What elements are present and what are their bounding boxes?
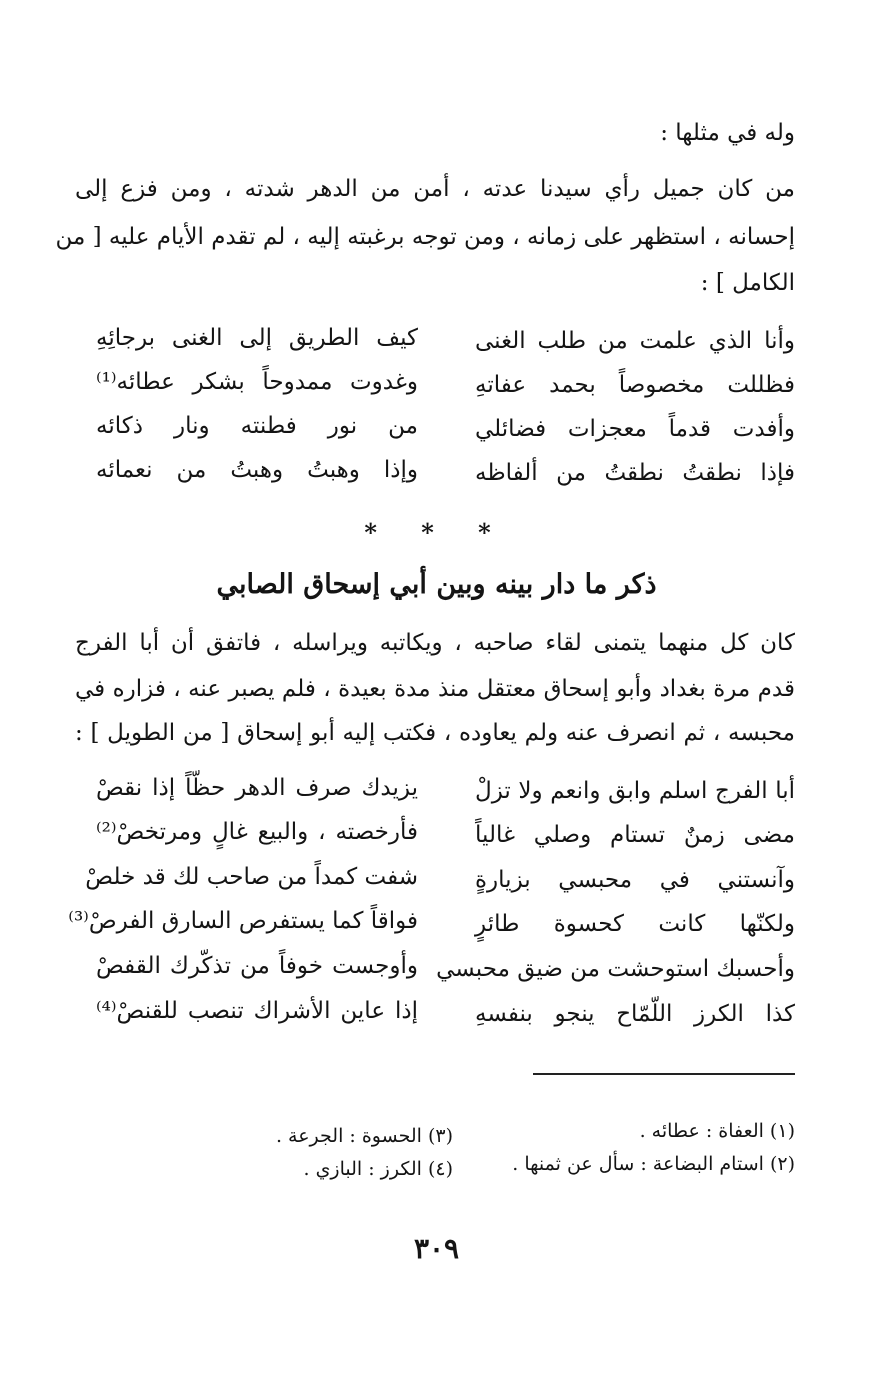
poem1-hemistich-right: وأفدت قدماً معجزات فضائلي	[475, 416, 795, 442]
poem1-hemistich-left: وإذا وهبتُ وهبتُ من نعمائه	[96, 457, 418, 483]
poem1-hemistich-left: من نور فطنته ونار ذكائه	[96, 413, 418, 439]
poem1-hemistich-left: كيف الطريق إلى الغنى برجائِهِ	[96, 325, 418, 351]
prose2-line-1: كان كل منهما يتمنى لقاء صاحبه ، ويكاتبه ويراسله ، فاتفق أن أبا الفرج	[75, 630, 795, 656]
poem2-hemistich-right: ولكنّها كانت كحسوة طائرٍ	[475, 911, 795, 937]
poem2-hemistich-right: كذا الكرز اللّمّاح ينجو بنفسهِ	[475, 1001, 795, 1027]
footnote-4: (٤) الكرز : البازي .	[303, 1158, 453, 1180]
page-number: ٣٠٩	[413, 1232, 460, 1265]
poem2-hemistich-right: أبا الفرج اسلم وابق وانعم ولا تزلْ	[475, 778, 795, 804]
prose2-line-3: محبسه ، ثم انصرف عنه ولم يعاوده ، فكتب إليه أبو إسحاق [ من الطويل ] :	[75, 720, 795, 746]
section-heading: ذكر ما دار بينه وبين أبي إسحاق الصابي	[216, 569, 657, 600]
poem2-hemistich-right: وأحسبك استوحشت من ضيق محبسي	[436, 956, 795, 982]
poem2-hemistich-right: وآنستني في محبسي بزيارةٍ	[475, 867, 795, 893]
prose1-line-1: من كان جميل رأي سيدنا عدته ، أمن من الدهر شدته ، ومن فزع إلى	[75, 176, 795, 202]
prose1-line-2: إحسانه ، استظهر على زمانه ، ومن توجه برغبته إليه ، لم تقدم الأيام عليه [ من	[55, 224, 795, 250]
poem2-hemistich-left: يزيدك صرف الدهر حظّاً إذا نقصْ	[96, 775, 418, 801]
section-separator: * * *	[364, 518, 509, 547]
poem1-hemistich-right: وأنا الذي علمت من طلب الغنى	[475, 328, 795, 354]
intro-line: وله في مثلها :	[660, 120, 795, 146]
prose1-line-3: الكامل ] :	[700, 270, 795, 296]
poem2-hemistich-right: مضى زمنٌ تستام وصلي غالياً	[475, 822, 795, 848]
footnote-2: (٢) استام البضاعة : سأل عن ثمنها .	[512, 1153, 795, 1175]
poem2-hemistich-left: وأوجست خوفاً من تذكّرك القفصْ	[96, 953, 418, 979]
footnote-1: (١) العفاة : عطائه .	[639, 1120, 795, 1142]
poem1-hemistich-right: فإذا نطقتُ نطقتُ من ألفاظه	[475, 460, 795, 486]
poem2-hemistich-left: إذا عاين الأشراك تنصب للقنصْ⁽⁴⁾	[96, 998, 418, 1024]
poem2-hemistich-left: فواقاً كما يستفرص السارق الفرصْ⁽³⁾	[68, 908, 418, 934]
footnote-3: (٣) الحسوة : الجرعة .	[275, 1125, 453, 1147]
poem2-hemistich-left: فأرخصته ، والبيع غالٍ ومرتخصْ⁽²⁾	[96, 819, 418, 845]
prose2-line-2: قدم مرة بغداد وأبو إسحاق معتقل منذ مدة بعيدة ، فلم يصبر عنه ، فزاره في	[75, 676, 795, 702]
poem2-hemistich-left: شفت كمداً من صاحب لك قد خلصْ	[85, 864, 418, 890]
poem1-hemistich-left: وغدوت ممدوحاً بشكر عطائه⁽¹⁾	[96, 369, 418, 395]
poem1-hemistich-right: فظللت مخصوصاً بحمد عفاتهِ	[475, 372, 795, 398]
footnote-rule	[533, 1073, 795, 1075]
